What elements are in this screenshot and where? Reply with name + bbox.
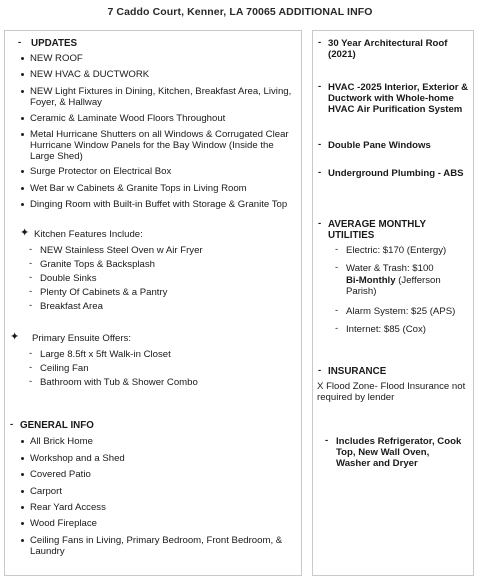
bullet-icon <box>21 539 24 542</box>
bullet-icon <box>21 490 24 493</box>
general-item: Covered Patio <box>30 469 91 480</box>
updates-item: Wet Bar w Cabinets & Granite Tops in Living Room <box>30 183 247 194</box>
bullet-icon <box>21 473 24 476</box>
kitchen-item: Granite Tops & Backsplash <box>40 259 156 270</box>
dash-marker: - <box>318 218 322 229</box>
feature-item: 30 Year Architectural Roof (2021) <box>328 38 448 60</box>
bullet-icon <box>21 187 24 190</box>
dash-marker: - <box>325 435 329 446</box>
dash-marker: - <box>29 258 33 269</box>
bullet-icon <box>21 457 24 460</box>
general-item: Carport <box>30 486 62 497</box>
kitchen-item: Double Sinks <box>40 273 97 284</box>
ensuite-item: Ceiling Fan <box>40 363 89 374</box>
general-item: Ceiling Fans in Living, Primary Bedroom, Front Bedroom, & Laundry <box>30 535 283 557</box>
dash-marker: - <box>335 323 339 334</box>
dash-marker: - <box>335 244 339 255</box>
utility-alarm: Alarm System: $25 (APS) <box>346 306 456 317</box>
dash-marker: - <box>29 348 33 359</box>
bullet-icon <box>21 170 24 173</box>
bullet-icon <box>21 506 24 509</box>
updates-item: Dinging Room with Built-in Buffet with Storage & Granite Top <box>30 199 288 210</box>
bullet-icon <box>21 133 24 136</box>
dash-marker: - <box>29 286 33 297</box>
dash-marker: - <box>10 419 14 430</box>
utility-water-detail <box>346 275 470 297</box>
dash-marker: - <box>318 365 322 376</box>
general-item: Workshop and a Shed <box>30 453 125 464</box>
dash-marker: - <box>29 244 33 255</box>
bullet-icon <box>21 203 24 206</box>
bullet-icon <box>21 73 24 76</box>
kitchen-item: Plenty Of Cabinets & a Pantry <box>40 287 168 298</box>
feature-item: Underground Plumbing - ABS <box>328 168 464 179</box>
dash-marker: - <box>318 81 322 92</box>
updates-item: NEW Light Fixtures in Dining, Kitchen, Breakfast Area, Living, Foyer, & Hallway <box>30 86 292 108</box>
general-item: Rear Yard Access <box>30 502 106 513</box>
star-icon: ✦ <box>10 331 20 343</box>
updates-item: Ceramic & Laminate Wood Floors Throughout <box>30 113 226 124</box>
page-title: 7 Caddo Court, Kenner, LA 70065 ADDITIONAL INFO <box>107 6 373 18</box>
utility-water: Water & Trash: $100 <box>346 263 434 274</box>
dash-marker: - <box>318 167 322 178</box>
dash-marker: - <box>29 376 33 387</box>
utility-water-bold: Bi-Monthly <box>346 275 396 286</box>
utility-water-rest: (Jefferson Parish) <box>346 275 441 297</box>
general-item: All Brick Home <box>30 436 93 447</box>
bullet-icon <box>21 57 24 60</box>
ensuite-item: Bathroom with Tub & Shower Combo <box>40 377 198 388</box>
dash-marker: - <box>335 305 339 316</box>
dash-marker: - <box>18 37 22 48</box>
includes-text: Includes Refrigerator, Cook Top, New Wall Oven, Washer and Dryer <box>336 436 462 469</box>
general-item: Wood Fireplace <box>30 518 98 529</box>
feature-item: HVAC -2025 Interior, Exterior & Ductwork with Whole-home HVAC Air Purification System <box>328 82 469 115</box>
kitchen-item: NEW Stainless Steel Oven w Air Fryer <box>40 245 203 256</box>
updates-heading: UPDATES <box>31 38 78 49</box>
ensuite-heading: Primary Ensuite Offers: <box>32 333 131 344</box>
updates-item: Surge Protector on Electrical Box <box>30 166 172 177</box>
star-icon: ✦ <box>20 227 30 239</box>
utility-internet: Internet: $85 (Cox) <box>346 324 426 335</box>
dash-marker: - <box>335 262 339 273</box>
insurance-heading: INSURANCE <box>328 366 387 377</box>
bullet-icon <box>21 440 24 443</box>
updates-item: NEW HVAC & DUCTWORK <box>30 69 150 80</box>
dash-marker: - <box>29 300 33 311</box>
insurance-text: X Flood Zone- Flood Insurance not required by lender <box>317 381 466 403</box>
feature-item: Double Pane Windows <box>328 140 431 151</box>
dash-marker: - <box>318 139 322 150</box>
updates-item: Metal Hurricane Shutters on all Windows & Corrugated Clear Hurricane Window Panels for the Bay Window (Inside the Large Shed) <box>30 129 289 162</box>
bullet-icon <box>21 117 24 120</box>
kitchen-heading: Kitchen Features Include: <box>34 229 143 240</box>
updates-item: NEW ROOF <box>30 53 83 64</box>
bullet-icon <box>21 522 24 525</box>
dash-marker: - <box>29 362 33 373</box>
utility-electric: Electric: $170 (Entergy) <box>346 245 447 256</box>
dash-marker: - <box>29 272 33 283</box>
general-heading: GENERAL INFO <box>20 420 94 431</box>
kitchen-item: Breakfast Area <box>40 301 103 312</box>
ensuite-item: Large 8.5ft x 5ft Walk-in Closet <box>40 349 171 360</box>
bullet-icon <box>21 90 24 93</box>
dash-marker: - <box>318 37 322 48</box>
utilities-heading: AVERAGE MONTHLY UTILITIES <box>328 219 426 241</box>
